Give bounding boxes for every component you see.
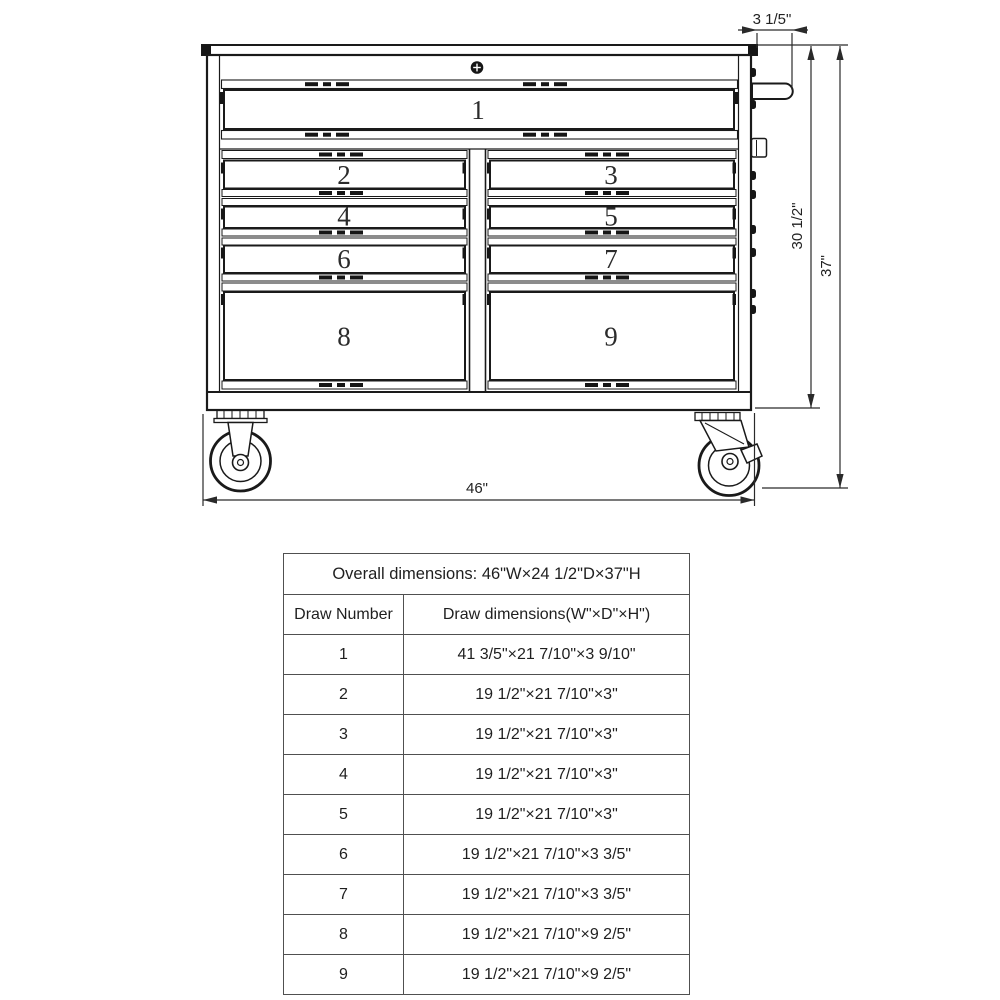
drawer-column-right (487, 151, 736, 390)
dimension-label-handle: 3 1/5" (752, 11, 792, 28)
table-row (284, 635, 690, 675)
table-row (284, 675, 690, 715)
drawer-7-label: 7 (604, 244, 618, 274)
drawer-8-label: 8 (337, 321, 351, 352)
table-row (284, 715, 690, 755)
drawer-number-cell: 9 (284, 955, 404, 995)
dimension-label-width: 46" (465, 480, 489, 497)
drawer-dimensions-cell: 41 3/5"×21 7/10"×3 9/10" (404, 635, 690, 675)
table-row (284, 835, 690, 875)
drawer-dimensions-cell: 19 1/2"×21 7/10"×9 2/5" (404, 955, 690, 995)
drawer-dimensions-cell: 19 1/2"×21 7/10"×3 3/5" (404, 875, 690, 915)
drawer-5-label: 5 (604, 201, 618, 232)
drawer-9-label: 9 (604, 321, 618, 352)
drawer-dimensions-cell: 19 1/2"×21 7/10"×3" (404, 715, 690, 755)
table-row (284, 755, 690, 795)
caster-right (695, 413, 762, 496)
column-header-draw-number: Draw Number (284, 595, 404, 635)
caster-left (211, 411, 271, 492)
drawer-number-cell: 8 (284, 915, 404, 955)
table-row (284, 915, 690, 955)
drawer-dimensions-cell: 19 1/2"×21 7/10"×3" (404, 675, 690, 715)
drawer-number-cell: 4 (284, 755, 404, 795)
column-header-draw-dimensions: Draw dimensions(W"×D"×H") (404, 595, 690, 635)
drawer-4-label: 4 (337, 201, 351, 232)
dimensions-table (283, 553, 690, 995)
drawer-6-label: 6 (337, 244, 351, 274)
drawer-1-label: 1 (471, 95, 485, 125)
side-handle (752, 84, 793, 100)
dimension-label-body-height: 30 1/2" (789, 202, 806, 250)
lid-left-cap (202, 45, 211, 55)
drawer-number-cell: 5 (284, 795, 404, 835)
table-row (284, 795, 690, 835)
drawer-dimensions-cell: 19 1/2"×21 7/10"×3 3/5" (404, 835, 690, 875)
side-hardware (750, 68, 793, 314)
drawer-dimensions-cell: 19 1/2"×21 7/10"×3" (404, 755, 690, 795)
overall-dimensions-title: Overall dimensions: 46"W×24 1/2"D×37"H (284, 554, 690, 595)
drawer-2-label: 2 (337, 160, 351, 190)
side-knob (752, 139, 767, 158)
drawer-number-cell: 2 (284, 675, 404, 715)
drawer-3-label: 3 (604, 160, 618, 190)
drawer-number-cell: 7 (284, 875, 404, 915)
drawer-dimensions-cell: 19 1/2"×21 7/10"×9 2/5" (404, 915, 690, 955)
drawer-number-cell: 3 (284, 715, 404, 755)
lid-right-cap (748, 45, 757, 55)
dimension-label-total-height: 37" (818, 254, 835, 278)
lock-icon (471, 61, 484, 74)
table-row (284, 875, 690, 915)
table-title-row (284, 554, 690, 595)
drawer-number-cell: 1 (284, 635, 404, 675)
table-row (284, 955, 690, 995)
drawer-number-cell: 6 (284, 835, 404, 875)
drawer-column-left (221, 151, 467, 390)
drawer-dimensions-cell: 19 1/2"×21 7/10"×3" (404, 795, 690, 835)
table-header-row (284, 595, 690, 635)
drawer-1 (220, 80, 738, 139)
